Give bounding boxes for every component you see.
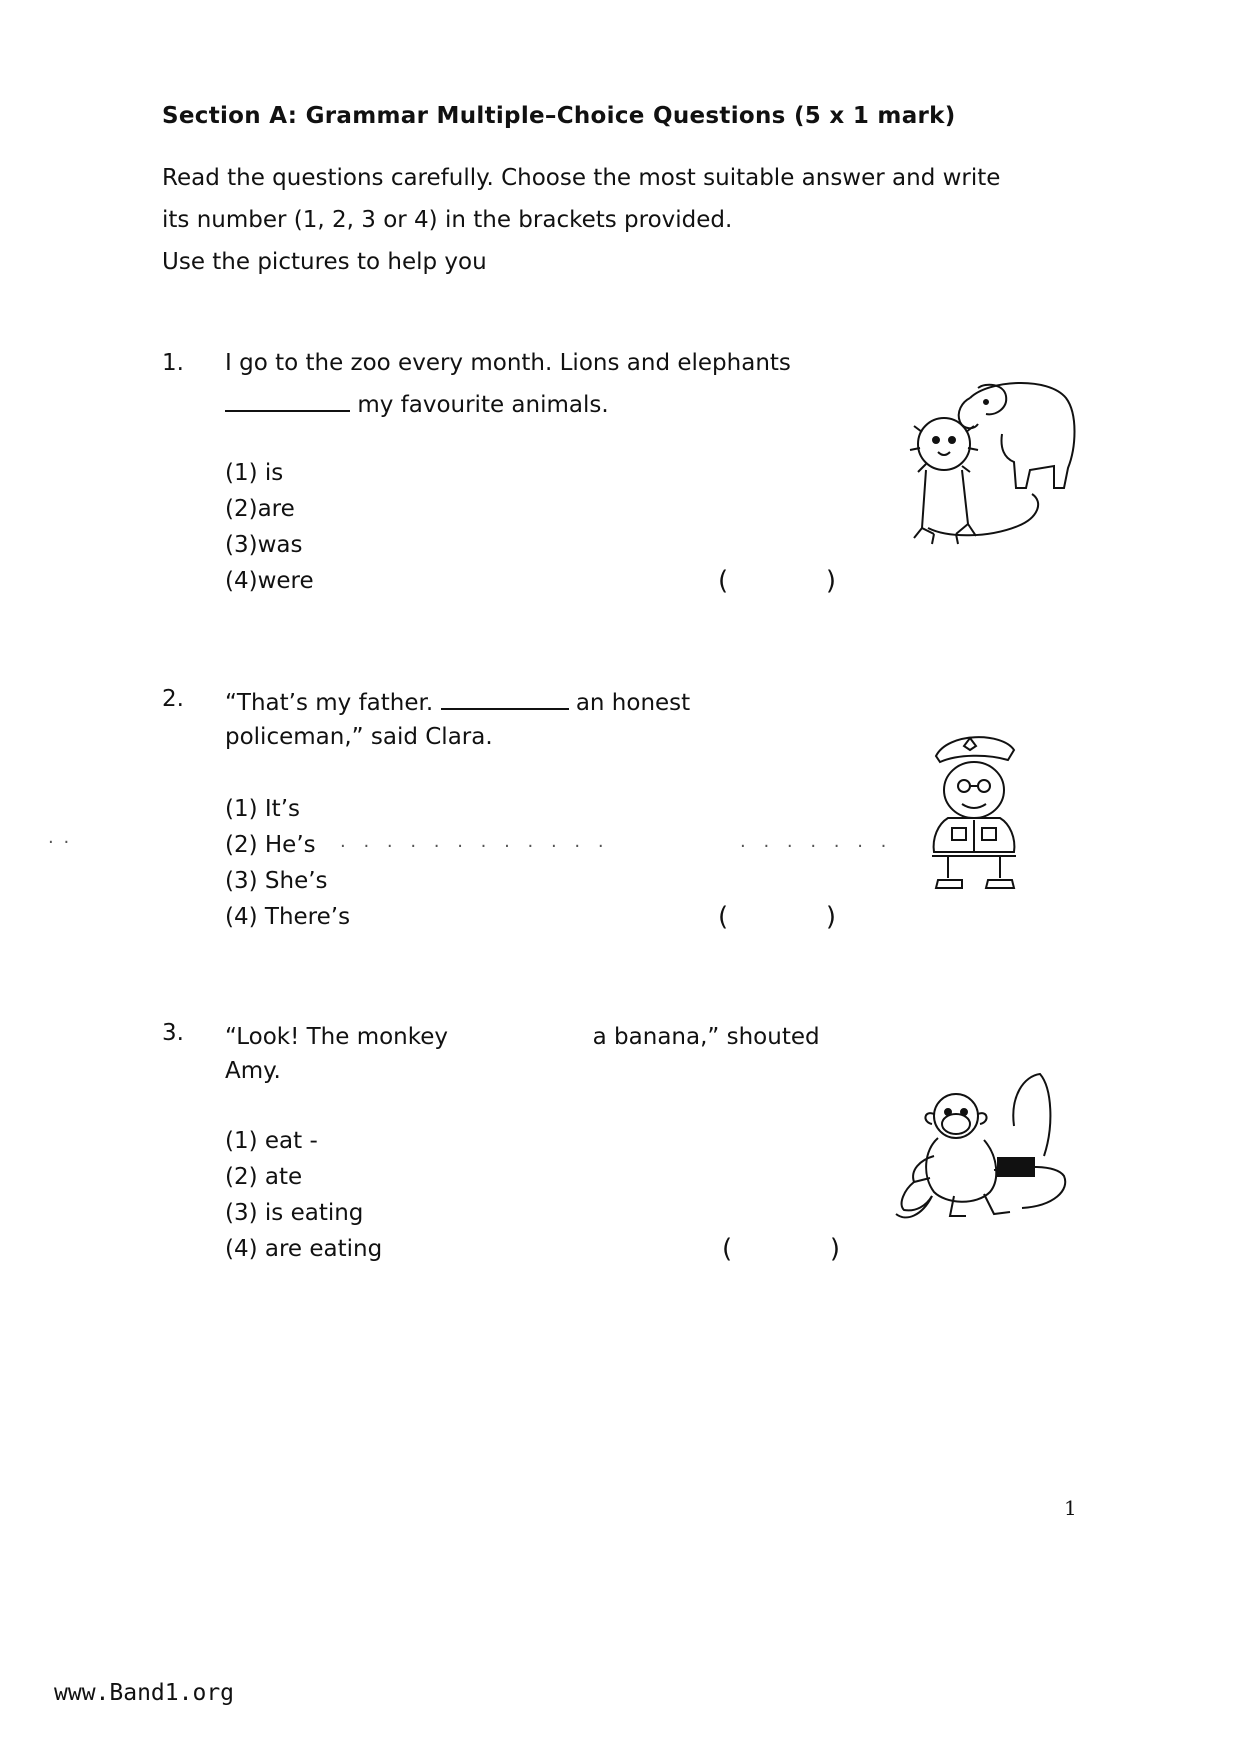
answer-brackets[interactable] xyxy=(718,566,836,596)
answer-blank xyxy=(455,1020,585,1044)
option-1: (1) is xyxy=(225,460,284,486)
bracket-close: ) xyxy=(825,902,836,932)
option-2: (2)are xyxy=(225,496,295,522)
stem-text-before: “Look! The monkey xyxy=(225,1024,449,1050)
bracket-close: ) xyxy=(825,566,836,596)
stem-text-after: a banana,” shouted xyxy=(592,1024,820,1050)
option-3: (3) is eating xyxy=(225,1200,364,1226)
policeman-icon xyxy=(918,728,1028,896)
bracket-close: ) xyxy=(829,1234,840,1264)
footer-url[interactable]: www.Band1.org xyxy=(54,1680,235,1706)
answer-brackets[interactable] xyxy=(722,1234,840,1264)
option-4: (4)were xyxy=(225,568,314,594)
option-4: (4) are eating xyxy=(225,1236,383,1262)
option-2: (2) ate xyxy=(225,1164,303,1190)
section-title: Section A: Grammar Multiple–Choice Questions (5 x 1 mark) xyxy=(162,103,956,129)
stem-text-before: “That’s my father. xyxy=(225,690,434,716)
monkey-banana-icon xyxy=(894,1066,1070,1234)
instruction-line-1: Read the questions carefully. Choose the most suitable answer and write xyxy=(162,165,1001,191)
question-number: 1. xyxy=(162,350,184,376)
bracket-open: ( xyxy=(718,566,729,596)
answer-blank xyxy=(225,388,350,412)
page-number: 1 xyxy=(1064,1496,1077,1520)
question-number: 3. xyxy=(162,1020,184,1046)
question-stem-line-1 xyxy=(225,1020,820,1050)
stem-text-after: an honest xyxy=(575,690,691,716)
stem-text: my favourite animals. xyxy=(357,392,609,418)
scan-artifact: · · · · · · · xyxy=(740,836,893,857)
instruction-line-3: Use the pictures to help you xyxy=(162,249,487,275)
option-3: (3)was xyxy=(225,532,303,558)
option-1: (1) eat - xyxy=(225,1128,318,1154)
bracket-open: ( xyxy=(718,902,729,932)
bracket-open: ( xyxy=(722,1234,733,1264)
option-4: (4) There’s xyxy=(225,904,351,930)
option-1: (1) It’s xyxy=(225,796,300,822)
question-stem-line-2: policeman,” said Clara. xyxy=(225,724,493,750)
scan-artifact: · · xyxy=(48,832,72,853)
scan-artifact: · · · · · · · · · · · · xyxy=(340,836,610,857)
option-2: (2) He’s xyxy=(225,832,316,858)
question-stem-line-2 xyxy=(225,388,609,418)
question-stem-line-2: Amy. xyxy=(225,1058,281,1084)
answer-blank xyxy=(441,686,569,710)
answer-brackets[interactable] xyxy=(718,902,836,932)
question-number: 2. xyxy=(162,686,184,712)
question-stem-line-1 xyxy=(225,686,690,716)
question-stem-line-1: I go to the zoo every month. Lions and elephants xyxy=(225,350,791,376)
instruction-line-2: its number (1, 2, 3 or 4) in the brackets provided. xyxy=(162,207,733,233)
lion-elephant-icon xyxy=(908,378,1078,556)
option-3: (3) She’s xyxy=(225,868,328,894)
